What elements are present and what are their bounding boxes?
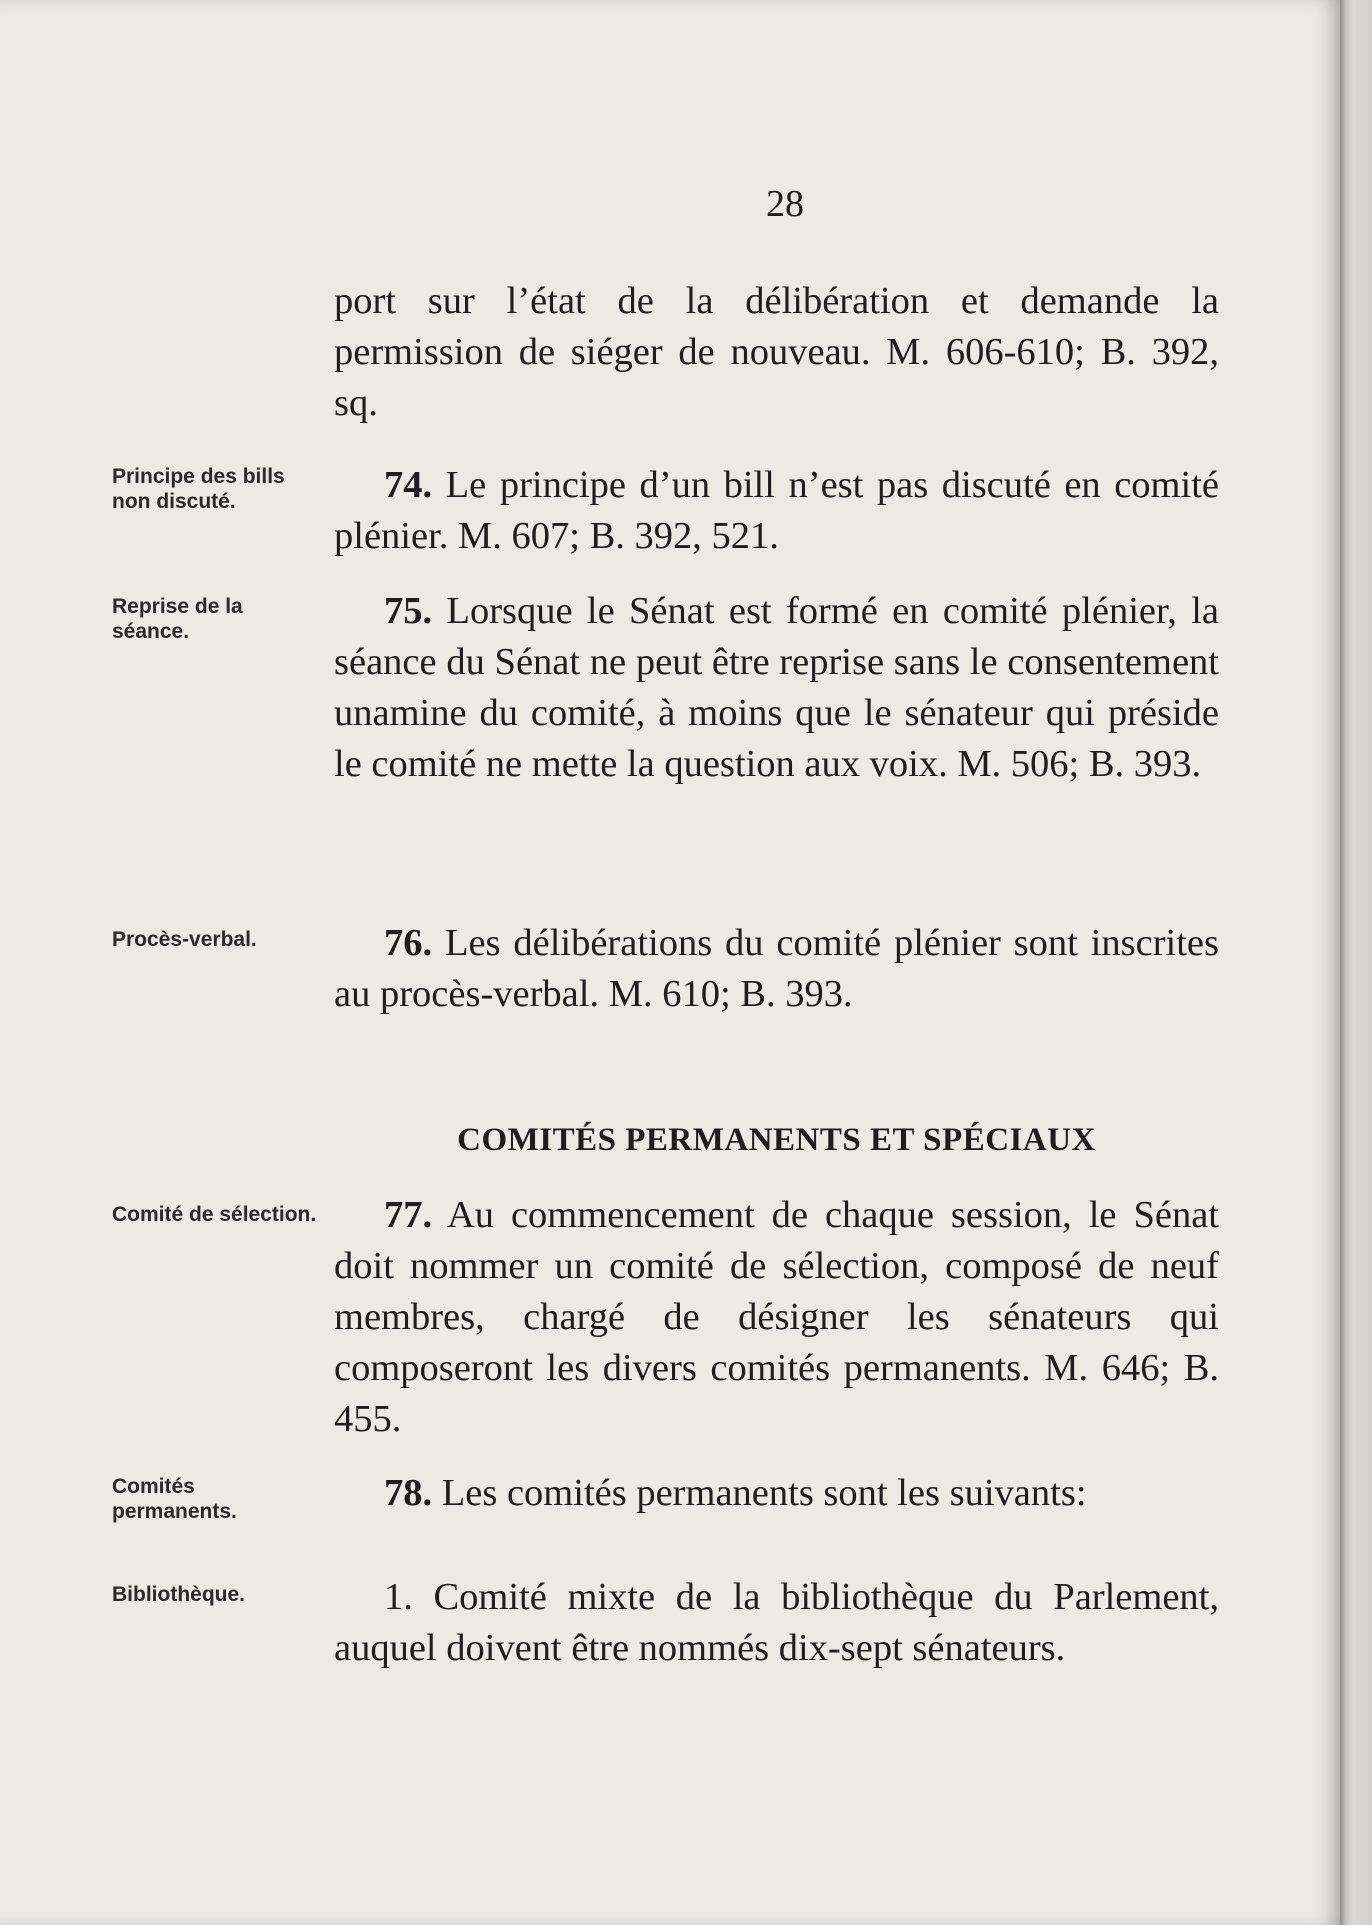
paragraph-number: 78. (384, 1472, 433, 1514)
paragraph-text: Les délibérations du comité plénier sont inscrites au procès-verbal. M. 610; B. 393. (334, 922, 1219, 1015)
paragraph-number: 74. (384, 464, 433, 506)
paragraph-number: 77. (384, 1194, 433, 1236)
paragraph-number: 75. (384, 590, 433, 632)
paragraph-continuation (334, 276, 1219, 429)
paragraph-77 (334, 1190, 1219, 1445)
list-item-1 (334, 1572, 1219, 1674)
paragraph-number: 76. (384, 922, 433, 964)
paragraph-78 (334, 1468, 1219, 1519)
paragraph-text: Lorsque le Sénat est formé en comité plénier, la séance du Sénat ne peut être reprise sans le consentement unamine du comité, à moins que le sénateur qui préside le comité ne mette la question aux voix. M. 506; B. 393. (334, 590, 1219, 785)
paragraph-75 (334, 586, 1219, 790)
margin-note-selection: Comité de sélection. (112, 1203, 317, 1226)
paragraph-76 (334, 918, 1219, 1020)
margin-note-proces-verbal: Procès-verbal. (112, 928, 257, 951)
margin-note-reprise: Reprise de la séance. (112, 595, 243, 643)
margin-note-bibliotheque: Bibliothèque. (112, 1583, 245, 1606)
paragraph-74 (334, 460, 1219, 562)
paragraph-text: Le principe d’un bill n’est pas discuté en comité plénier. M. 607; B. 392, 521. (334, 464, 1219, 557)
paragraph-text: port sur l’état de la délibération et demande la permission de siéger de nouveau. M. 606-610; B. 392, sq. (334, 280, 1219, 424)
page-number: 28 (766, 183, 804, 225)
margin-note-permanents: Comités permanents. (112, 1475, 237, 1523)
book-binding-edge (1340, 0, 1372, 1925)
paragraph-text: 1. Comité mixte de la bibliothèque du Parlement, auquel doivent être nommés dix-sept sénateurs. (334, 1576, 1219, 1669)
paragraph-text: Les comités permanents sont les suivants: (432, 1472, 1087, 1514)
margin-note-principe: Principe des bills non discuté. (112, 465, 285, 513)
paragraph-text: Au commencement de chaque session, le Sénat doit nommer un comité de sélection, composé de neuf membres, chargé de désigner les sénateurs qui composeront les divers comités permanents. M. 646; B. 455. (334, 1194, 1219, 1440)
section-heading: COMITÉS PERMANENTS ET SPÉCIAUX (457, 1122, 1096, 1158)
